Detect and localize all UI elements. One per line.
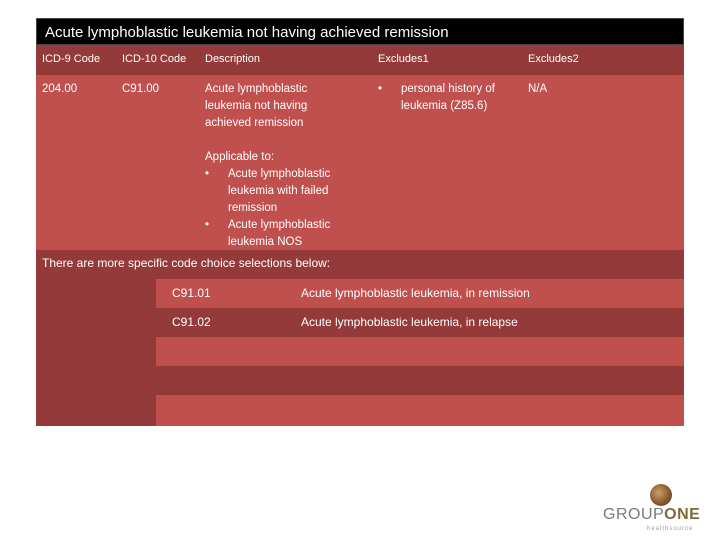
empty-row	[36, 395, 684, 426]
choice-code: C91.02	[172, 315, 211, 329]
header-icd9: ICD-9 Code	[42, 53, 101, 65]
logo-mark-icon	[650, 484, 672, 506]
applicable-item: • Acute lymphoblastic leukemia NOS	[205, 217, 345, 251]
excludes2-value: N/A	[528, 83, 548, 95]
applicable-item: • Acute lymphoblastic leukemia with failed remission	[205, 166, 345, 217]
empty-row	[36, 337, 684, 366]
icd9-code: 204.00	[42, 83, 78, 95]
header-icd10: ICD-10 Code	[122, 53, 187, 65]
logo-text: GROUPONE	[603, 506, 701, 523]
more-choices-row	[36, 250, 684, 279]
icd10-code: C91.00	[122, 83, 160, 95]
header-excludes2: Excludes2	[528, 53, 579, 65]
header-description: Description	[205, 53, 261, 65]
description-text: Acute lymphoblastic leukemia not having achieved remission	[205, 83, 308, 129]
empty-row	[36, 366, 684, 395]
page-title: Acute lymphoblastic leukemia not having achieved remission	[45, 24, 449, 41]
header-excludes1: Excludes1	[378, 53, 429, 65]
choice-row	[36, 279, 684, 308]
groupone-logo	[603, 482, 715, 532]
excludes1-item: • personal history of leukemia (Z85.6)	[378, 81, 518, 115]
choice-description: Acute lymphoblastic leukemia, in remission	[301, 286, 530, 300]
table-row	[36, 75, 684, 250]
logo-tagline: healthsource	[647, 526, 694, 532]
table-header-row	[36, 45, 684, 75]
excludes1-cell	[378, 81, 518, 115]
choice-code: C91.01	[172, 286, 211, 300]
applicable-list	[205, 166, 345, 251]
choice-row	[36, 308, 684, 337]
title-bar	[36, 18, 684, 45]
choice-description: Acute lymphoblastic leukemia, in relapse	[301, 315, 518, 329]
applicable-label: Applicable to:	[205, 151, 275, 163]
description-cell	[205, 81, 345, 251]
more-choices-text: There are more specific code choice selections below:	[42, 256, 331, 270]
